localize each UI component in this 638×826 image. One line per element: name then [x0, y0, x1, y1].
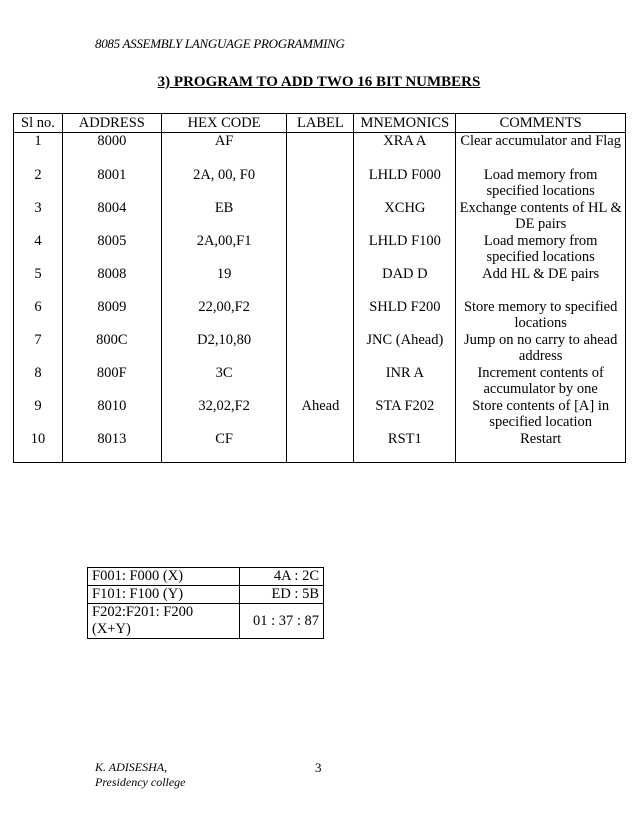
page-number: 3 — [315, 760, 322, 775]
table-row — [14, 133, 626, 168]
address-cell: 8009 — [62, 299, 161, 332]
comment-cell: Load memory from specified locations — [456, 233, 626, 266]
comment-cell: Exchange contents of HL & DE pairs — [456, 200, 626, 233]
address-cell: 8000 — [62, 133, 161, 168]
address-cell: 8005 — [62, 233, 161, 266]
page-title — [0, 74, 638, 91]
author-name: K. ADISESHA, — [95, 760, 168, 774]
column-header: LABEL — [287, 114, 354, 133]
memory-value-cell: ED : 5B — [240, 586, 324, 604]
comment-cell: Restart — [456, 431, 626, 463]
table-row — [14, 365, 626, 398]
result-row — [88, 604, 324, 639]
sl-no-cell: 6 — [14, 299, 63, 332]
table-row — [14, 167, 626, 200]
label-cell — [287, 133, 354, 168]
table-row — [14, 233, 626, 266]
sl-no-cell: 8 — [14, 365, 63, 398]
hex-code-cell: 32,02,F2 — [161, 398, 287, 431]
comment-cell: Store contents of [A] in specified location — [456, 398, 626, 431]
comment-cell: Clear accumulator and Flag — [456, 133, 626, 168]
column-header: COMMENTS — [456, 114, 626, 133]
address-cell: 8008 — [62, 266, 161, 299]
sl-no-cell: 5 — [14, 266, 63, 299]
mnemonic-cell: RST1 — [354, 431, 456, 463]
memory-value-cell: 4A : 2C — [240, 568, 324, 586]
label-cell — [287, 431, 354, 463]
footer-author — [95, 760, 186, 790]
address-cell: 8010 — [62, 398, 161, 431]
sl-no-cell: 1 — [14, 133, 63, 168]
mnemonic-cell: SHLD F200 — [354, 299, 456, 332]
label-cell — [287, 200, 354, 233]
label-cell: Ahead — [287, 398, 354, 431]
sl-no-cell: 7 — [14, 332, 63, 365]
page-title-text: 3) PROGRAM TO ADD TWO 16 BIT NUMBERS — [157, 74, 481, 90]
hex-code-cell: 22,00,F2 — [161, 299, 287, 332]
address-cell: 8001 — [62, 167, 161, 200]
sl-no-cell: 9 — [14, 398, 63, 431]
hex-code-cell: D2,10,80 — [161, 332, 287, 365]
mnemonic-cell: LHLD F100 — [354, 233, 456, 266]
table-header-row — [14, 114, 626, 133]
hex-code-cell: 19 — [161, 266, 287, 299]
mnemonic-cell: DAD D — [354, 266, 456, 299]
mnemonic-cell: JNC (Ahead) — [354, 332, 456, 365]
column-header: ADDRESS — [62, 114, 161, 133]
comment-cell: Increment contents of accumulator by one — [456, 365, 626, 398]
mnemonic-cell: STA F202 — [354, 398, 456, 431]
hex-code-cell: 3C — [161, 365, 287, 398]
hex-code-cell: AF — [161, 133, 287, 168]
address-cell: 8004 — [62, 200, 161, 233]
address-cell: 8013 — [62, 431, 161, 463]
memory-location-cell: F202:F201: F200 (X+Y) — [88, 604, 240, 639]
label-cell — [287, 233, 354, 266]
column-header: HEX CODE — [161, 114, 287, 133]
memory-location-cell: F101: F100 (Y) — [88, 586, 240, 604]
memory-location-cell: F001: F000 (X) — [88, 568, 240, 586]
mnemonic-cell: LHLD F000 — [354, 167, 456, 200]
address-cell: 800C — [62, 332, 161, 365]
hex-code-cell: CF — [161, 431, 287, 463]
label-cell — [287, 365, 354, 398]
memory-value-cell: 01 : 37 : 87 — [240, 604, 324, 639]
sl-no-cell: 3 — [14, 200, 63, 233]
sl-no-cell: 10 — [14, 431, 63, 463]
comment-cell: Add HL & DE pairs — [456, 266, 626, 299]
mnemonic-cell: XCHG — [354, 200, 456, 233]
sl-no-cell: 4 — [14, 233, 63, 266]
college-name: Presidency college — [95, 775, 186, 789]
results-table — [87, 567, 324, 639]
comment-cell: Jump on no carry to ahead address — [456, 332, 626, 365]
mnemonic-cell: XRA A — [354, 133, 456, 168]
table-row — [14, 266, 626, 299]
hex-code-cell: 2A, 00, F0 — [161, 167, 287, 200]
label-cell — [287, 167, 354, 200]
sl-no-cell: 2 — [14, 167, 63, 200]
table-row — [14, 398, 626, 431]
page-header: 8085 ASSEMBLY LANGUAGE PROGRAMMING — [95, 36, 345, 51]
table-row — [14, 200, 626, 233]
program-table — [13, 113, 626, 463]
label-cell — [287, 332, 354, 365]
table-row — [14, 299, 626, 332]
label-cell — [287, 266, 354, 299]
label-cell — [287, 299, 354, 332]
comment-cell: Store memory to specified locations — [456, 299, 626, 332]
table-row — [14, 431, 626, 463]
result-row — [88, 586, 324, 604]
hex-code-cell: EB — [161, 200, 287, 233]
column-header: Sl no. — [14, 114, 63, 133]
mnemonic-cell: INR A — [354, 365, 456, 398]
result-row — [88, 568, 324, 586]
address-cell: 800F — [62, 365, 161, 398]
comment-cell: Load memory from specified locations — [456, 167, 626, 200]
table-row — [14, 332, 626, 365]
hex-code-cell: 2A,00,F1 — [161, 233, 287, 266]
column-header: MNEMONICS — [354, 114, 456, 133]
